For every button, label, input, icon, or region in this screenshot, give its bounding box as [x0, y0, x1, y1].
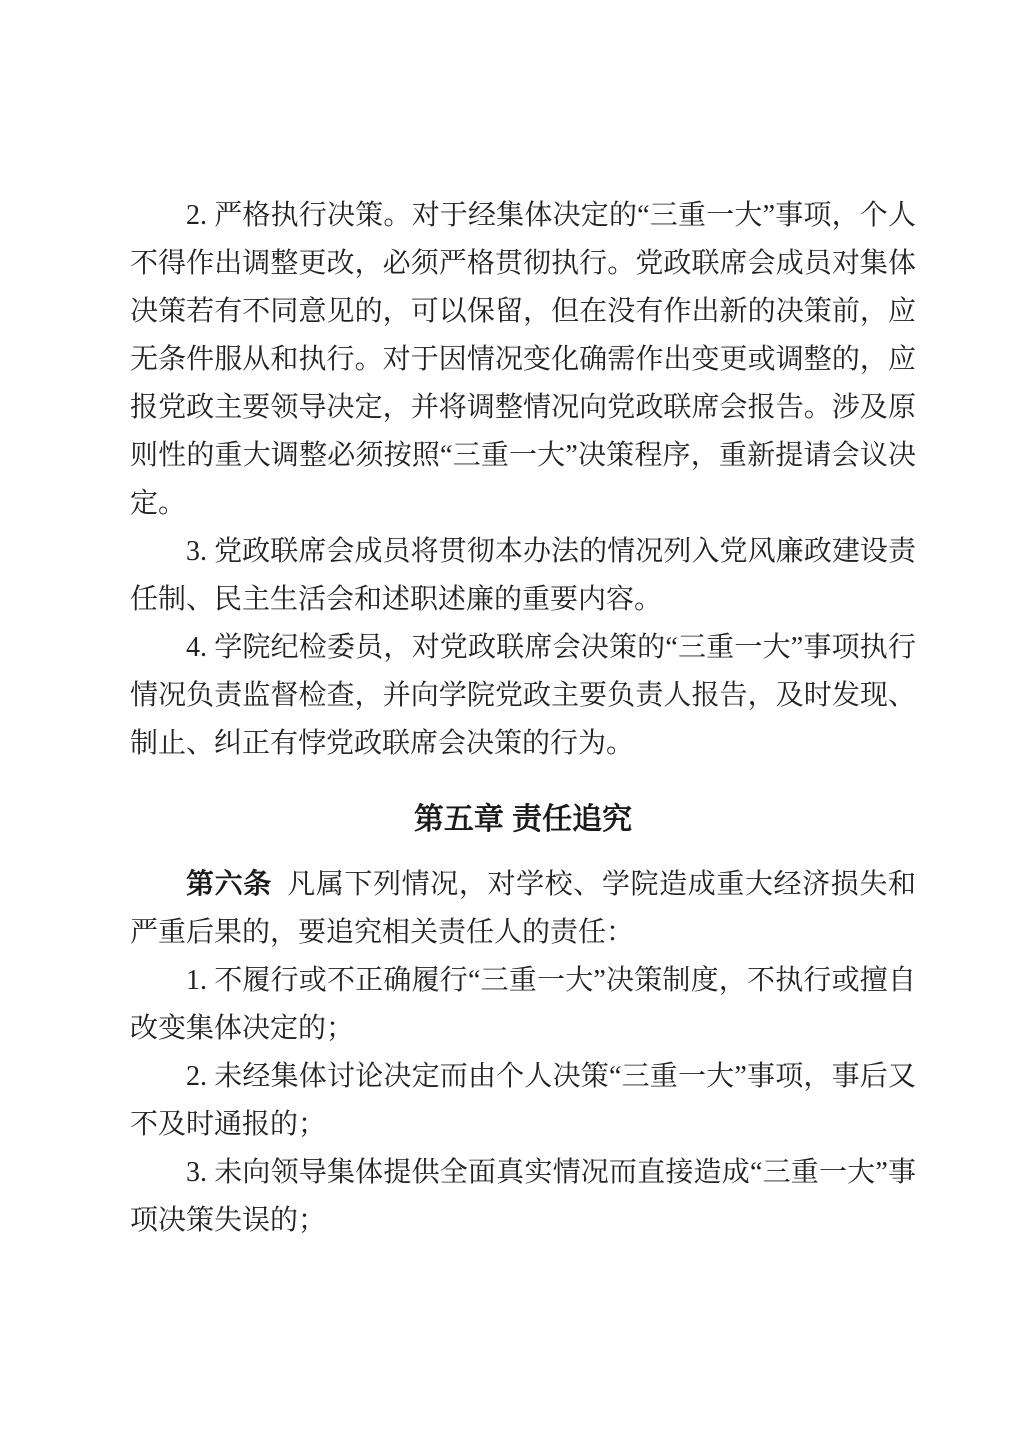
paragraph-member-reporting: 3. 党政联席会成员将贯彻本办法的情况列入党风廉政建设责任制、民主生活会和述职述廉的重要内容。 — [130, 536, 916, 615]
chapter-heading: 第五章 责任追究 — [413, 803, 633, 836]
paragraph-discipline-inspection: 4. 学院纪检委员，对党政联席会决策的“三重一大”事项执行情况负责监督检查，并向学院党政主要负责人报告，及时发现、制止、纠正有悖党政联席会决策的行为。 — [130, 632, 916, 759]
paragraph-article-six — [130, 860, 916, 957]
paragraph-liability-item-2: 2. 未经集体讨论决定而由个人决策“三重一大”事项，事后又不及时通报的； — [130, 1061, 916, 1140]
paragraph-liability-item-1: 1. 不履行或不正确履行“三重一大”决策制度，不执行或擅自改变集体决定的； — [130, 965, 916, 1044]
paragraph-liability-item-3: 3. 未向领导集体提供全面真实情况而直接造成“三重一大”事项决策失误的； — [130, 1157, 916, 1236]
paragraph-strict-execution: 2. 严格执行决策。对于经集体决定的“三重一大”事项，个人不得作出调整更改，必须严格贯彻执行。党政联席会成员对集体决策若有不同意见的，可以保留，但在没有作出新的决策前，应无条件服从和执行。对于因情况变化确需作出变更或调整的，应报党政主要领导决定，并将调整情况向党政联席会报告。涉及原则性的重大调整必须按照“三重一大”决策程序，重新提请会议决定。 — [130, 200, 916, 519]
article-six-number: 第六条 — [186, 868, 272, 899]
article-six-text: 凡属下列情况，对学校、学院造成重大经济损失和严重后果的，要追究相关责任人的责任： — [130, 869, 916, 948]
